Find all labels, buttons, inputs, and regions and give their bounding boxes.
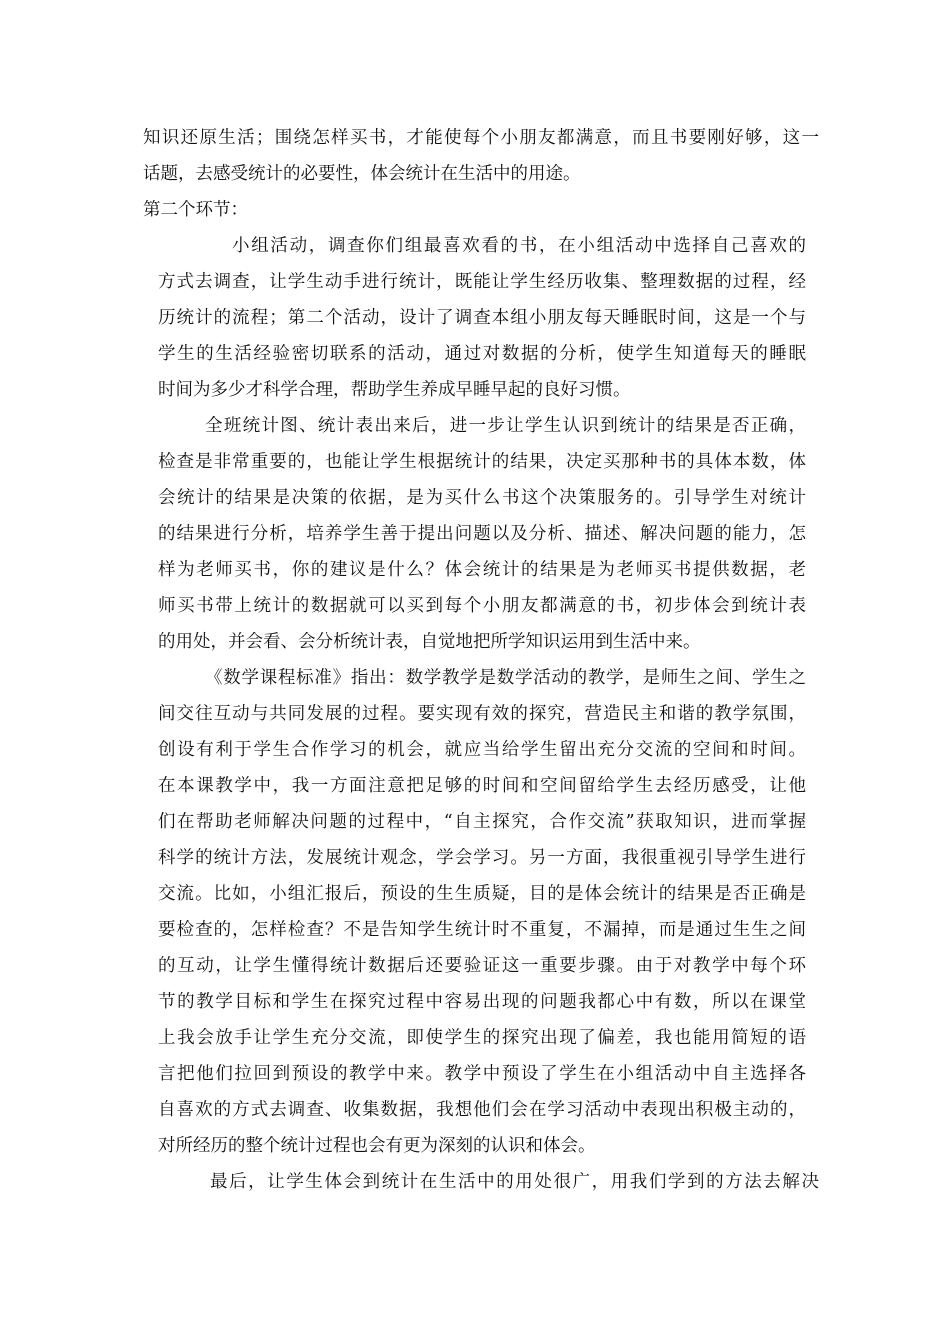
text-line: 小组活动，调查你们组最喜欢看的书，在小组活动中选择自己喜欢的 [232, 236, 806, 256]
text-line: 交流。比如，小组汇报后，预设的生生质疑，目的是体会统计的结果是否正确是 [158, 884, 806, 904]
text-line: 的互动，让学生懂得统计数据后还要验证这一重要步骤。由于对教学中每个环 [158, 956, 806, 976]
text-line: 学生的生活经验密切联系的活动，通过对数据的分析，使学生知道每天的睡眠 [158, 344, 806, 364]
text-line: 《数学课程标准》指出：数学教学是数学活动的教学，是师生之间、学生之 [205, 668, 806, 688]
text-line: 创设有利于学生合作学习的机会，就应当给学生留出充分交流的空间和时间。 [158, 740, 806, 760]
text-line: 方式去调查，让学生动手进行统计，既能让学生经历收集、整理数据的过程，经 [158, 272, 806, 292]
text-line: 知识还原生活；围绕怎样买书，才能使每个小朋友都满意，而且书要刚好够，这一 [143, 128, 819, 148]
section-heading: 第二个环节： [143, 200, 248, 220]
text-line: 最后，让学生体会到统计在生活中的用处很广，用我们学到的方法去解决 [210, 1172, 819, 1192]
text-line: 们在帮助老师解决问题的过程中，“自主探究，合作交流”获取知识，进而掌握 [158, 812, 806, 832]
text-line: 的用处，并会看、会分析统计表，自觉地把所学知识运用到生活中来。 [158, 632, 701, 652]
text-line: 历统计的流程；第二个活动，设计了调查本组小朋友每天睡眠时间，这是一个与 [158, 308, 806, 328]
text-line: 节的教学目标和学生在探究过程中容易出现的问题我都心中有数，所以在课堂 [158, 992, 806, 1012]
text-line: 上我会放手让学生充分交流，即使学生的探究出现了偏差，我也能用简短的语 [158, 1028, 806, 1048]
text-line: 全班统计图、统计表出来后，进一步让学生认识到统计的结果是否正确， [205, 416, 806, 436]
text-line: 师买书带上统计的数据就可以买到每个小朋友都满意的书，初步体会到统计表 [158, 596, 806, 616]
text-line: 话题，去感受统计的必要性，体会统计在生活中的用途。 [143, 164, 581, 184]
text-line: 自喜欢的方式去调查、收集数据，我想他们会在学习活动中表现出积极主动的， [158, 1100, 806, 1120]
text-line: 间交往互动与共同发展的过程。要实现有效的探究，营造民主和谐的教学氛围， [158, 704, 806, 724]
text-line: 要检查的，怎样检查？不是告知学生统计时不重复，不漏掉，而是通过生生之间 [158, 920, 806, 940]
text-line: 时间为多少才科学合理，帮助学生养成早睡早起的良好习惯。 [158, 380, 631, 400]
text-line: 科学的统计方法，发展统计观念，学会学习。另一方面，我很重视引导学生进行 [158, 848, 806, 868]
text-line: 的结果进行分析，培养学生善于提出问题以及分析、描述、解决问题的能力，怎 [158, 524, 806, 544]
text-line: 言把他们拉回到预设的教学中来。教学中预设了学生在小组活动中自主选择各 [158, 1064, 806, 1084]
text-line: 在本课教学中，我一方面注意把足够的时间和空间留给学生去经历感受，让他 [158, 776, 806, 796]
text-line: 对所经历的整个统计过程也会有更为深刻的认识和体会。 [158, 1136, 596, 1156]
text-line: 样为老师买书，你的建议是什么？体会统计的结果是为老师买书提供数据，老 [158, 560, 806, 580]
text-line: 检查是非常重要的，也能让学生根据统计的结果，决定买那种书的具体本数，体 [158, 452, 806, 472]
text-line: 会统计的结果是决策的依据，是为买什么书这个决策服务的。引导学生对统计 [158, 488, 806, 508]
